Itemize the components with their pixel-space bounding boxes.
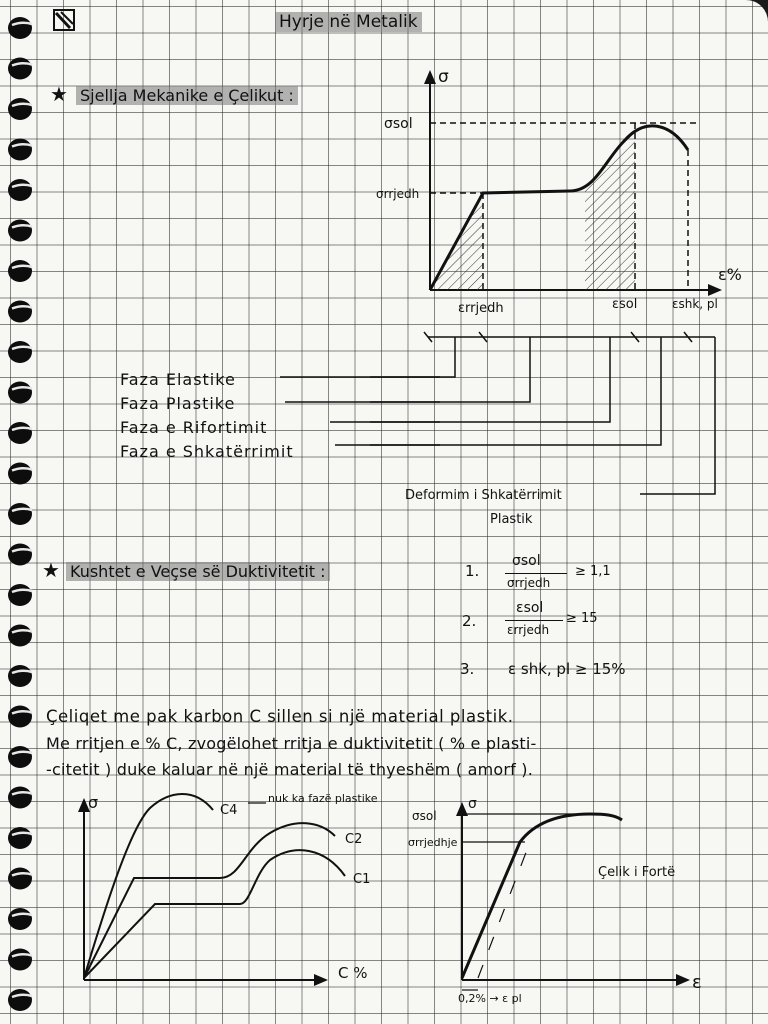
carbon-curves-graph: [70, 788, 450, 998]
deform-label-line2: Plastik: [490, 512, 533, 527]
hardening-area: [585, 132, 635, 290]
sigma-axis-arrow-icon: [424, 70, 436, 84]
spiral-binding: [0, 0, 44, 1024]
spiral-ring: [8, 584, 32, 606]
label-c2: C2: [345, 832, 363, 847]
condition3-text: ε shk, pl ≥ 15%: [508, 660, 626, 678]
condition2-fraction-bar: [505, 620, 563, 621]
deform-label-line1: Deformim i Shkatërrimit: [405, 488, 562, 503]
condition2-numerator: εsol: [516, 600, 544, 616]
spiral-ring: [8, 503, 32, 525]
spiral-ring: [8, 301, 32, 323]
corner-mark-icon: [52, 8, 76, 32]
label-c4: C4: [220, 803, 238, 818]
eps-rrjedh-label: εrrjedh: [458, 301, 504, 316]
condition2-num: 2.: [462, 612, 477, 630]
spiral-ring: [8, 746, 32, 768]
right-graph-x-arrow-icon: [676, 974, 690, 986]
condition2-relation: ≥ 15: [566, 611, 598, 626]
spiral-ring: [8, 139, 32, 161]
curve-c2: [84, 823, 335, 978]
left-graph-sigma: σ: [88, 793, 99, 812]
spiral-ring: [8, 220, 32, 242]
condition1-relation: ≥ 1,1: [575, 564, 611, 579]
right-x-note: 0,2% → ε pl: [458, 992, 522, 1005]
spiral-ring: [8, 382, 32, 404]
sigma-rrjedh-label: σrrjedh: [376, 187, 420, 201]
strong-steel-curve: [462, 814, 622, 978]
spiral-ring: [8, 625, 32, 647]
right-graph-epsilon: ε: [692, 972, 702, 993]
spiral-ring: [8, 341, 32, 363]
phase-plastic: Faza Plastike: [120, 394, 236, 413]
condition1-denominator: σrrjedh: [507, 576, 551, 590]
spiral-ring: [8, 827, 32, 849]
epsilon-axis-arrow-icon: [708, 284, 722, 296]
paragraph-line3: -citetit ) duke kaluar në një material të thyeshëm ( amorf ).: [46, 760, 534, 779]
right-sigma-sol: σsol: [412, 809, 437, 823]
section1-heading: Sjellja Mekanike e Çelikut :: [76, 86, 298, 105]
condition1-num: 1.: [465, 562, 480, 580]
section2-star: ★: [42, 558, 60, 582]
spiral-ring: [8, 787, 32, 809]
sigma-sol-label: σsol: [384, 116, 413, 132]
spiral-ring: [8, 17, 32, 39]
spiral-ring: [8, 463, 32, 485]
right-graph-sigma: σ: [468, 796, 477, 812]
spiral-ring: [8, 179, 32, 201]
section1-star: ★: [50, 82, 68, 106]
eps-shk-label: εshk, pl: [672, 297, 718, 311]
right-sigma-rrjedhje: σrrjedhje: [408, 836, 458, 849]
eps-sol-label: εsol: [612, 297, 638, 312]
label-c1: C1: [353, 872, 371, 887]
spiral-ring: [8, 98, 32, 120]
spiral-ring: [8, 868, 32, 890]
condition1-numerator: σsol: [512, 553, 541, 569]
condition1-fraction-bar: [505, 573, 567, 574]
section2-heading: Kushtet e Veçse së Duktivitetit :: [66, 562, 330, 581]
curve-c1: [84, 850, 345, 978]
phase-elastic: Faza Elastike: [120, 370, 236, 389]
spiral-ring: [8, 58, 32, 80]
phase-hardening: Faza e Rifortimit: [120, 418, 268, 437]
paragraph-line1: Çeliqet me pak karbon C sillen si një material plastik.: [46, 707, 514, 726]
no-plastic-note: nuk ka fazë plastike: [268, 792, 378, 805]
strong-steel-label: Çelik i Fortë: [598, 865, 676, 880]
left-graph-x-arrow-icon: [314, 974, 328, 986]
diagram-epsilon-label: ε%: [718, 265, 742, 284]
spiral-ring: [8, 949, 32, 971]
paragraph-line2: Me rritjen e % C, zvogëlohet rritja e duktivitetit ( % e plasti-: [46, 734, 537, 753]
phase-leaders: [270, 370, 440, 460]
spiral-ring: [8, 260, 32, 282]
diagram-sigma-label: σ: [438, 67, 449, 87]
spiral-ring: [8, 908, 32, 930]
spiral-ring: [8, 706, 32, 728]
condition3-num: 3.: [460, 660, 475, 678]
condition2-denominator: εrrjedh: [507, 623, 550, 637]
phase-fracture: Faza e Shkatërrimit: [120, 442, 294, 461]
spiral-ring: [8, 989, 32, 1011]
page-title: Hyrje në Metalik: [275, 12, 422, 32]
curve-c4: [84, 794, 213, 978]
left-graph-x-label: C %: [338, 964, 368, 982]
spiral-ring: [8, 422, 32, 444]
spiral-ring: [8, 665, 32, 687]
strong-steel-graph: [400, 790, 730, 1015]
spiral-ring: [8, 544, 32, 566]
